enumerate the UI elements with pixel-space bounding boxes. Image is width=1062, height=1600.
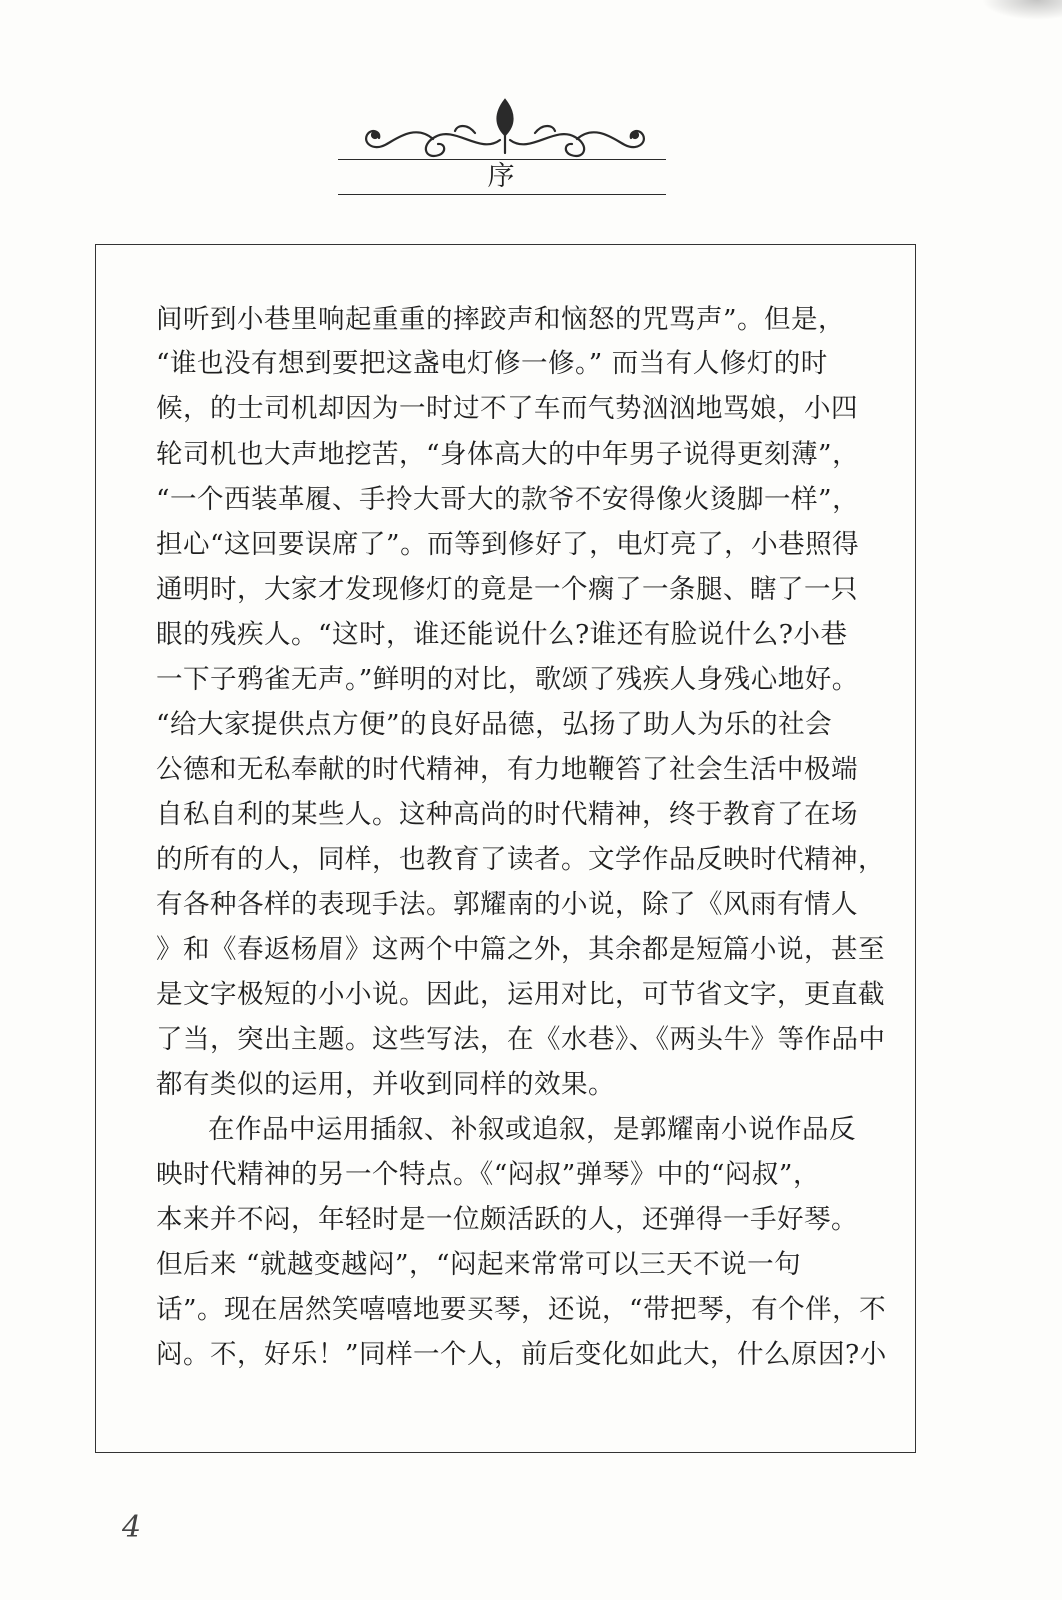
text-line: 轮司机也大声地挖苦，“身体高大的中年男子说得更刻薄”， [156,439,860,470]
text-line: “一个西装革履、手拎大哥大的款爷不安得像火烫脚一样”， [156,484,860,515]
text-line: 》和《春返杨眉》这两个中篇之外，其余都是短篇小说，甚至 [156,934,885,965]
text-line: 间听到小巷里响起重重的摔跤声和恼怒的咒骂声”。但是， [156,304,846,335]
paragraph-first-line: 在作品中运用插叙、补叙或追叙，是郭耀南小说作品反 [208,1114,856,1145]
text-line: 但后来 “就越变越闷”，“闷起来常常可以三天不说一句 [156,1249,802,1280]
title-rule-top [338,159,666,160]
text-line: 本来并不闷，年轻时是一位颇活跃的人，还弹得一手好琴。 [156,1204,858,1235]
text-line: 的所有的人，同样，也教育了读者。文学作品反映时代精神， [156,844,885,875]
flourish-ornament-icon [355,95,655,165]
text-line: 通明时，大家才发现修灯的竟是一个瘸了一条腿、瞎了一只 [156,574,858,605]
text-line: 一下子鸦雀无声。”鲜明的对比，歌颂了残疾人身残心地好。 [156,664,859,695]
text-line: 话”。现在居然笑嘻嘻地要买琴，还说，“带把琴，有个伴，不 [156,1294,887,1325]
text-line: 眼的残疾人。“这时，谁还能说什么?谁还有脸说什么?小巷 [156,619,848,650]
title-rule-bottom [338,194,666,195]
text-line: 候，的士司机却因为一时过不了车而气势汹汹地骂娘，小四 [156,393,858,424]
text-line: 映时代精神的另一个特点。《“闷叔”弹琴》中的“闷叔”， [156,1159,820,1190]
text-line: 担心“这回要误席了”。而等到修好了，电灯亮了，小巷照得 [156,529,860,560]
page-number: 4 [122,1510,142,1545]
text-line: 是文字极短的小小说。因此，运用对比，可节省文字，更直截 [156,979,885,1010]
text-line: “谁也没有想到要把这盏电灯修一修。” 而当有人修灯的时 [156,348,828,379]
section-title: 序 [487,161,517,192]
text-line: 都有类似的运用，并收到同样的效果。 [156,1069,615,1100]
text-line: 有各种各样的表现手法。郭耀南的小说，除了《风雨有情人 [156,889,858,920]
text-line: 自私自利的某些人。这种高尚的时代精神，终于教育了在场 [156,799,858,830]
text-line: 了当，突出主题。这些写法，在《水巷》、《两头牛》等作品中 [156,1024,886,1055]
text-line: 公德和无私奉献的时代精神，有力地鞭笞了社会生活中极端 [156,754,858,785]
scan-corner-shadow [982,0,1062,20]
text-line: 闷。不，好乐！”同样一个人，前后变化如此大，什么原因?小 [156,1339,887,1370]
text-line: “给大家提供点方便”的良好品德，弘扬了助人为乐的社会 [156,709,833,740]
